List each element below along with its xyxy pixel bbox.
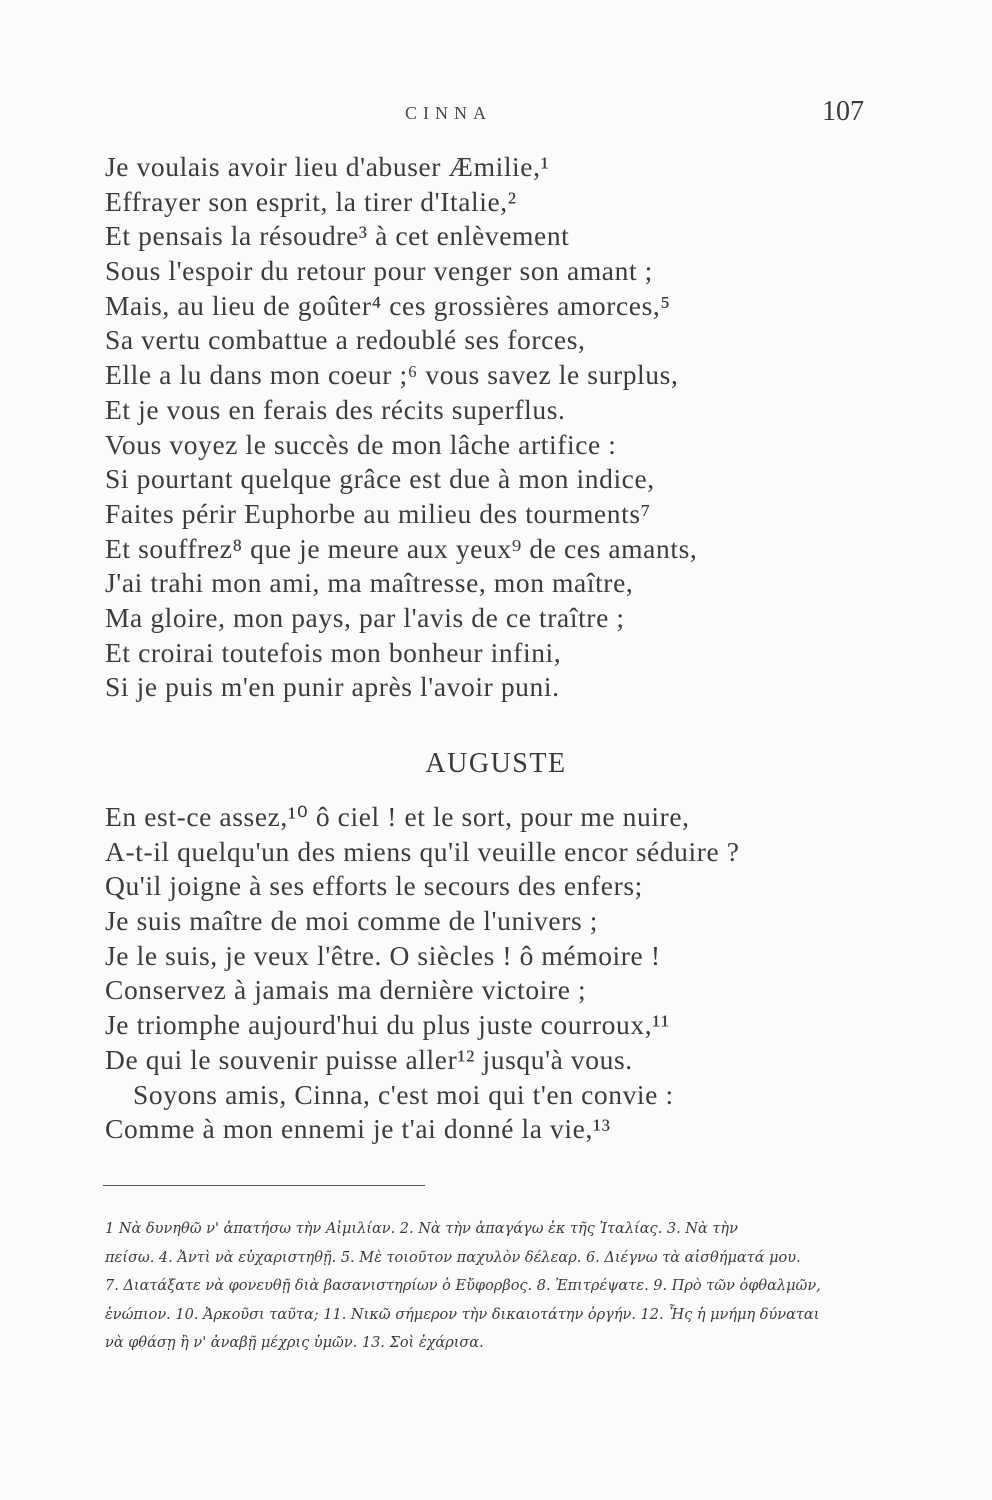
footnote-line: ἐνώπιον. 10. Ἀρκοῦσι ταῦτα; 11. Νικῶ σήμερον τὴν δικαιοτάτην ὀργήν. 12. Ἧς ἡ μνήμη δύναται: [105, 1306, 820, 1323]
verse-line: Conservez à jamais ma dernière victoire ;: [105, 974, 587, 1006]
verse-line: Et croirai toutefois mon bonheur infini,: [105, 636, 562, 668]
speaker-heading: AUGUSTE: [425, 748, 567, 779]
footnotes: [105, 1215, 875, 1358]
verse-line: Sous l'espoir du retour pour venger son amant ;: [105, 255, 653, 287]
verse-line: J'ai trahi mon ami, ma maîtresse, mon maître,: [105, 567, 634, 599]
verse-block-auguste: [105, 800, 865, 1147]
verse-line: Qu'il joigne à ses efforts le secours des enfers;: [105, 870, 643, 902]
verse-line: Si pourtant quelque grâce est due à mon indice,: [105, 463, 655, 495]
footnote-line: 7. Διατάξατε νὰ φονευθῇ διὰ βασανιστηρίων ὁ Εὔφορβος. 8. Ἐπιτρέψατε. 9. Πρὸ τῶν ὀφθαλμῶν,: [105, 1278, 821, 1294]
verse-line: Je le suis, je veux l'être. O siècles ! ô mémoire !: [105, 939, 661, 971]
verse-line: Je triomphe aujourd'hui du plus juste courroux,¹¹: [105, 1009, 670, 1041]
verse-line: Vous voyez le succès de mon lâche artifice :: [105, 428, 617, 460]
verse-line: Faites périr Euphorbe au milieu des tourments⁷: [105, 497, 651, 529]
footnote-rule: [103, 1185, 425, 1186]
running-title: CINNA: [405, 103, 492, 123]
verse-line: En est-ce assez,¹⁰ ô ciel ! et le sort, pour me nuire,: [105, 801, 690, 832]
verse-line: Ma gloire, mon pays, par l'avis de ce traître ;: [105, 601, 625, 633]
verse-line: De qui le souvenir puisse aller¹² jusqu'à vous.: [105, 1043, 633, 1075]
verse-line: Et souffrez⁸ que je meure aux yeux⁹ de ces amants,: [105, 532, 698, 564]
verse-line: Et pensais la résoudre³ à cet enlèvement: [105, 220, 570, 252]
verse-line: Et je vous en ferais des récits superflus.: [105, 393, 566, 425]
footnote-line: πείσω. 4. Ἀντὶ νὰ εὐχαριστηθῇ. 5. Μὲ τοιοῦτον παχυλὸν δέλεαρ. 6. Διέγνω τὰ αἰσθήματά μου.: [105, 1249, 801, 1266]
verse-line: Effrayer son esprit, la tirer d'Italie,²: [105, 185, 517, 217]
verse-line: Je suis maître de moi comme de l'univers ;: [105, 905, 598, 937]
verse-line: A-t-il quelqu'un des miens qu'il veuille encor séduire ?: [105, 835, 740, 867]
verse-line: Soyons amis, Cinna, c'est moi qui t'en convie :: [133, 1078, 674, 1110]
verse-line: Elle a lu dans mon coeur ;⁶ vous savez le surplus,: [105, 359, 679, 391]
verse-block-cinna: [105, 150, 865, 705]
page-number: 107: [822, 96, 864, 127]
footnote-line: νὰ φθάσῃ ἢ ν' ἀναβῇ μέχρις ὑμῶν. 13. Σοὶ ἐχάρισα.: [105, 1335, 484, 1351]
verse-line: Comme à mon ennemi je t'ai donné la vie,¹³: [105, 1113, 611, 1145]
verse-line: Sa vertu combattue a redoublé ses forces,: [105, 324, 586, 356]
verse-line: Si je puis m'en punir après l'avoir puni.: [105, 671, 560, 703]
footnote-line: 1 Νὰ δυνηθῶ ν' ἀπατήσω τὴν Αἰμιλίαν. 2. Νὰ τὴν ἀπαγάγω ἐκ τῆς Ἰταλίας. 3. Νὰ τὴν: [105, 1221, 738, 1237]
verse-line: Mais, au lieu de goûter⁴ ces grossières amorces,⁵: [105, 289, 671, 321]
verse-line: Je voulais avoir lieu d'abuser Æmilie,¹: [105, 151, 550, 182]
